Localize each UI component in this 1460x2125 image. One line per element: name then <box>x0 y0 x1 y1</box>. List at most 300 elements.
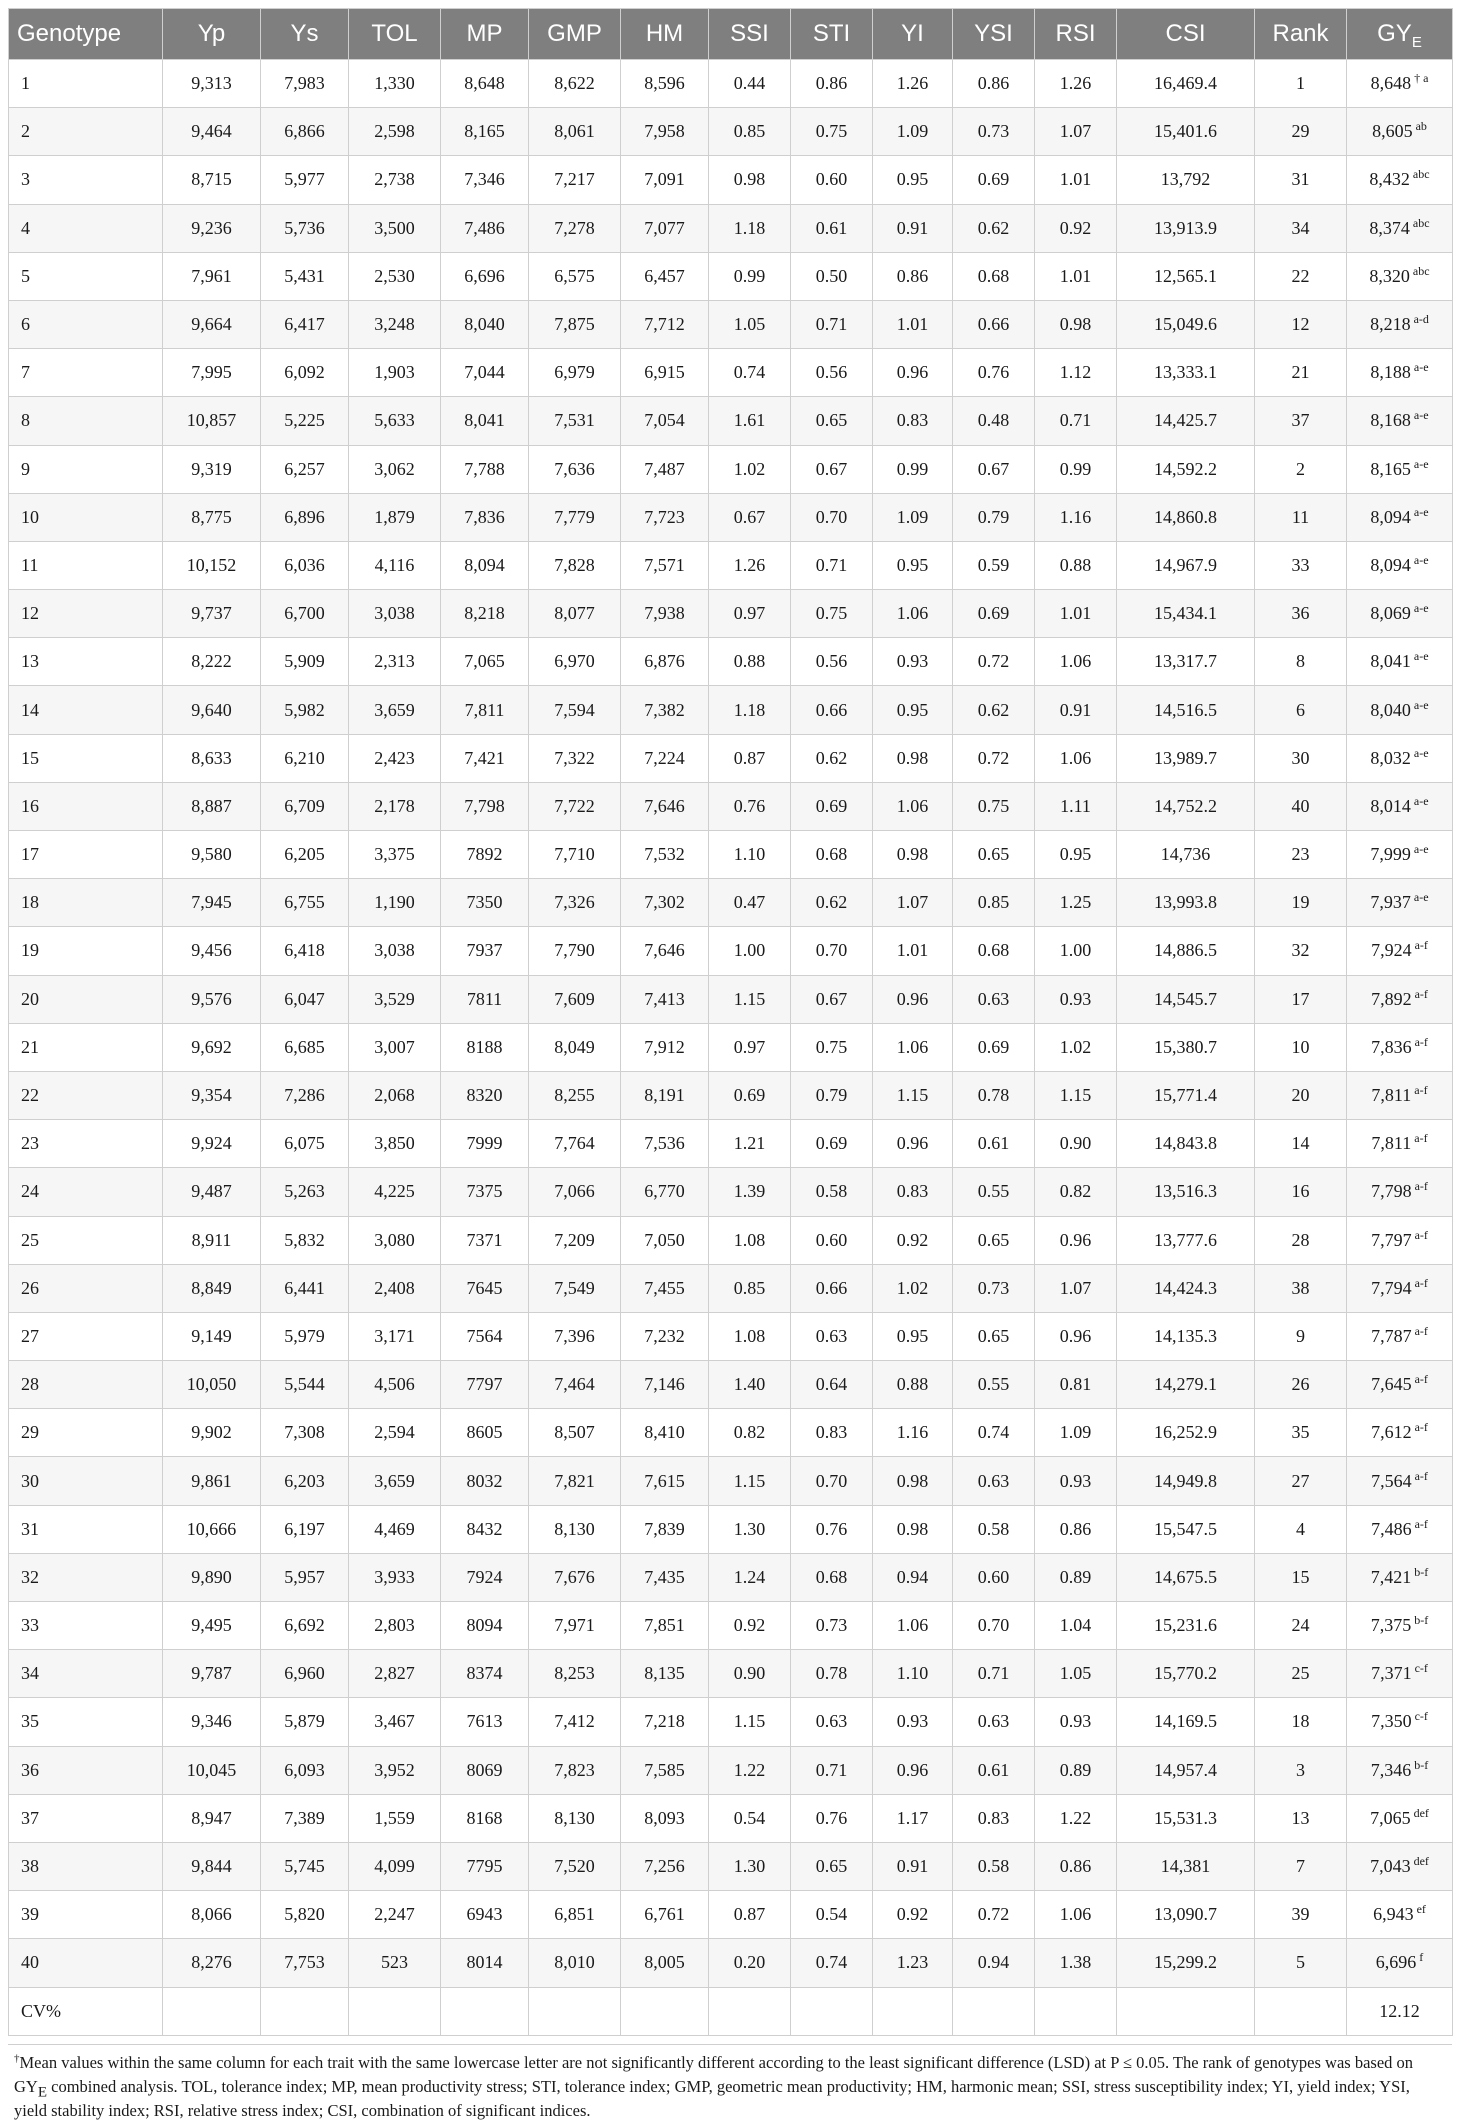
table-cell: 32 <box>9 1553 163 1601</box>
table-cell: 0.72 <box>953 1891 1035 1939</box>
table-row <box>9 590 1453 638</box>
table-cell: 18 <box>1255 1698 1347 1746</box>
significance-letters: ab <box>1415 119 1427 134</box>
table-cell: 14,425.7 <box>1117 397 1255 445</box>
table-cell: 7,945 <box>163 879 261 927</box>
table-cell: 0.92 <box>1035 204 1117 252</box>
significance-letters: def <box>1413 1805 1429 1820</box>
table-cell: 35 <box>1255 1409 1347 1457</box>
table-cell: 7,532 <box>621 831 709 879</box>
gye-cell <box>1347 1698 1453 1746</box>
gye-cell <box>1347 1794 1453 1842</box>
table-cell: 1.30 <box>709 1505 791 1553</box>
significance-letters: † a <box>1414 71 1429 86</box>
gye-value: 8,040 <box>1370 699 1411 720</box>
table-cell: 7,455 <box>621 1264 709 1312</box>
table-row <box>9 252 1453 300</box>
table-cell: 0.93 <box>1035 1457 1117 1505</box>
table-cell: 14,860.8 <box>1117 493 1255 541</box>
table-cell: 7,421 <box>441 734 529 782</box>
table-cell: 10,050 <box>163 1361 261 1409</box>
table-cell: 5,263 <box>261 1168 349 1216</box>
table-cell: 1.07 <box>1035 108 1117 156</box>
header-hm: HM <box>621 9 709 60</box>
gye-value: 7,999 <box>1370 844 1411 865</box>
table-cell: 9,737 <box>163 590 261 638</box>
gye-value: 8,648 <box>1370 73 1412 94</box>
table-cell: 8,222 <box>163 638 261 686</box>
header-genotype: Genotype <box>9 9 163 60</box>
table-row <box>9 1842 1453 1890</box>
table-cell: 13,993.8 <box>1117 879 1255 927</box>
table-cell: 1.24 <box>709 1553 791 1601</box>
table-cell: 3,038 <box>349 927 441 975</box>
table-cell: 6,696 <box>441 252 529 300</box>
table-cell: 8,648 <box>441 60 529 108</box>
table-cell: 36 <box>1255 590 1347 638</box>
table-cell: 30 <box>9 1457 163 1505</box>
table-row <box>9 1698 1453 1746</box>
table-cell: 34 <box>1255 204 1347 252</box>
table-cell: 6,979 <box>529 349 621 397</box>
table-cell: 9 <box>1255 1312 1347 1360</box>
gye-value: 7,811 <box>1371 1085 1412 1106</box>
table-cell: 7,302 <box>621 879 709 927</box>
table-cell: 7,823 <box>529 1746 621 1794</box>
table-cell: 0.99 <box>1035 445 1117 493</box>
table-cell: 1.11 <box>1035 782 1117 830</box>
table-cell: 1.22 <box>709 1746 791 1794</box>
significance-letters: a-e <box>1413 649 1429 664</box>
gye-value: 8,432 <box>1369 169 1410 190</box>
table-cell: 0.54 <box>709 1794 791 1842</box>
table-cell: 1.04 <box>1035 1602 1117 1650</box>
table-cell: 5,225 <box>261 397 349 445</box>
table-cell: 3,500 <box>349 204 441 252</box>
table-cell: 16,469.4 <box>1117 60 1255 108</box>
table-cell: 7,594 <box>529 686 621 734</box>
table-cell: 5 <box>1255 1939 1347 1987</box>
table-row <box>9 108 1453 156</box>
table-cell: 2,068 <box>349 1071 441 1119</box>
significance-letters: a-f <box>1414 1323 1428 1338</box>
table-cell: 6,960 <box>261 1650 349 1698</box>
table-cell: 19 <box>1255 879 1347 927</box>
table-row <box>9 1264 1453 1312</box>
table-cell: 0.99 <box>873 445 953 493</box>
table-cell: 8,255 <box>529 1071 621 1119</box>
table-cell: 8,596 <box>621 60 709 108</box>
table-cell: 0.79 <box>791 1071 873 1119</box>
table-cell: 0.48 <box>953 397 1035 445</box>
header-sti: STI <box>791 9 873 60</box>
table-cell: 0.60 <box>791 156 873 204</box>
gye-cell <box>1347 541 1453 589</box>
table-cell: 14,843.8 <box>1117 1120 1255 1168</box>
table-row <box>9 156 1453 204</box>
table-cell: 7,412 <box>529 1698 621 1746</box>
table-row <box>9 397 1453 445</box>
table-cell: 1.06 <box>873 1602 953 1650</box>
table-cell: 40 <box>9 1939 163 1987</box>
table-cell: 6,441 <box>261 1264 349 1312</box>
table-cell: 5,979 <box>261 1312 349 1360</box>
significance-letters: a-e <box>1413 842 1429 857</box>
table-cell: 9,149 <box>163 1312 261 1360</box>
table-cell: 2,313 <box>349 638 441 686</box>
table-cell: 7,636 <box>529 445 621 493</box>
significance-letters: def <box>1413 1854 1429 1869</box>
footnote-sub: E <box>37 2083 48 2100</box>
table-cell: 0.63 <box>953 975 1035 1023</box>
gye-cell <box>1347 1216 1453 1264</box>
table-cell: 17 <box>1255 975 1347 1023</box>
table-cell: 1.08 <box>709 1216 791 1264</box>
table-cell: 7,050 <box>621 1216 709 1264</box>
table-cell: 9,844 <box>163 1842 261 1890</box>
table-cell: 0.65 <box>953 1312 1035 1360</box>
table-cell: 7,413 <box>621 975 709 1023</box>
table-cell: 7,256 <box>621 1842 709 1890</box>
table-cell: 0.69 <box>791 1120 873 1168</box>
table-cell: 8,849 <box>163 1264 261 1312</box>
table-cell: 14,886.5 <box>1117 927 1255 975</box>
table-cell: 2,247 <box>349 1891 441 1939</box>
significance-letters: a-e <box>1413 890 1429 905</box>
table-cell: 0.69 <box>953 1023 1035 1071</box>
table-cell: 1.22 <box>1035 1794 1117 1842</box>
table-cell: 0.96 <box>873 975 953 1023</box>
table-cell: 7,322 <box>529 734 621 782</box>
table-cell: 1.16 <box>873 1409 953 1457</box>
table-cell: 7,065 <box>441 638 529 686</box>
table-cell: 7,232 <box>621 1312 709 1360</box>
table-cell: 7,308 <box>261 1409 349 1457</box>
table-cell: 7,875 <box>529 300 621 348</box>
table-cell: 1.15 <box>873 1071 953 1119</box>
table-cell: 0.88 <box>873 1361 953 1409</box>
table-cell: 7,983 <box>261 60 349 108</box>
table-cell: 1.61 <box>709 397 791 445</box>
table-cell: 2,827 <box>349 1650 441 1698</box>
table-cell: 15,380.7 <box>1117 1023 1255 1071</box>
table-cell: 14,592.2 <box>1117 445 1255 493</box>
table-cell: 3,375 <box>349 831 441 879</box>
table-row <box>9 1602 1453 1650</box>
table-cell: 1,190 <box>349 879 441 927</box>
table-row <box>9 1650 1453 1698</box>
table-cell: 8032 <box>441 1457 529 1505</box>
table-cell: 7350 <box>441 879 529 927</box>
table-row <box>9 1794 1453 1842</box>
table-cell: 7 <box>1255 1842 1347 1890</box>
table-cell: 7,764 <box>529 1120 621 1168</box>
cv-value: 12.12 <box>1347 1987 1453 2035</box>
table-cell: 7371 <box>441 1216 529 1264</box>
table-row <box>9 445 1453 493</box>
table-cell: 7,389 <box>261 1794 349 1842</box>
table-cell: 7,961 <box>163 252 261 300</box>
table-cell: 0.93 <box>1035 975 1117 1023</box>
gye-value: 7,346 <box>1370 1759 1412 1780</box>
table-cell: 14 <box>9 686 163 734</box>
table-cell: 13,317.7 <box>1117 638 1255 686</box>
table-cell: 22 <box>1255 252 1347 300</box>
table-container <box>8 8 1452 2123</box>
table-cell: 7,382 <box>621 686 709 734</box>
empty-cell <box>1035 1987 1117 2035</box>
table-cell: 14,957.4 <box>1117 1746 1255 1794</box>
table-cell: 0.96 <box>1035 1312 1117 1360</box>
header-gye <box>1347 9 1453 60</box>
significance-letters: a-e <box>1413 697 1429 712</box>
table-cell: 17 <box>9 831 163 879</box>
table-cell: 0.65 <box>953 1216 1035 1264</box>
significance-letters: b-f <box>1414 1757 1429 1772</box>
table-cell: 1 <box>1255 60 1347 108</box>
table-cell: 0.98 <box>873 734 953 782</box>
table-cell: 7,486 <box>441 204 529 252</box>
table-cell: 6943 <box>441 1891 529 1939</box>
gye-value: 7,645 <box>1371 1374 1412 1395</box>
table-cell: 11 <box>9 541 163 589</box>
table-cell: 6,866 <box>261 108 349 156</box>
table-cell: 6,896 <box>261 493 349 541</box>
gye-value: 7,797 <box>1371 1229 1412 1250</box>
significance-letters: a-f <box>1414 1179 1428 1194</box>
table-cell: 7,839 <box>621 1505 709 1553</box>
table-cell: 6,197 <box>261 1505 349 1553</box>
significance-letters: a-e <box>1413 793 1429 808</box>
table-cell: 0.99 <box>709 252 791 300</box>
table-cell: 1.06 <box>873 1023 953 1071</box>
table-cell: 6,700 <box>261 590 349 638</box>
table-cell: 0.91 <box>1035 686 1117 734</box>
gye-value: 7,794 <box>1371 1277 1412 1298</box>
gye-cell <box>1347 1746 1453 1794</box>
header-ys: Ys <box>261 9 349 60</box>
table-cell: 2,738 <box>349 156 441 204</box>
table-cell: 34 <box>9 1650 163 1698</box>
gye-cell <box>1347 1071 1453 1119</box>
table-row <box>9 1023 1453 1071</box>
table-cell: 0.65 <box>953 831 1035 879</box>
header-mp: MP <box>441 9 529 60</box>
table-row <box>9 1312 1453 1360</box>
table-cell: 6,575 <box>529 252 621 300</box>
significance-letters: ef <box>1416 1902 1426 1917</box>
table-cell: 10,045 <box>163 1746 261 1794</box>
table-cell: 13 <box>1255 1794 1347 1842</box>
table-cell: 0.72 <box>953 638 1035 686</box>
table-cell: 0.71 <box>791 1746 873 1794</box>
table-cell: 2,598 <box>349 108 441 156</box>
table-cell: 0.98 <box>709 156 791 204</box>
table-cell: 10 <box>9 493 163 541</box>
significance-letters: a-f <box>1414 1516 1428 1531</box>
table-cell: 9,924 <box>163 1120 261 1168</box>
table-cell: 0.93 <box>873 1698 953 1746</box>
table-cell: 7645 <box>441 1264 529 1312</box>
table-cell: 7,044 <box>441 349 529 397</box>
table-cell: 31 <box>1255 156 1347 204</box>
gye-cell <box>1347 782 1453 830</box>
table-cell: 8,410 <box>621 1409 709 1457</box>
table-cell: 7,077 <box>621 204 709 252</box>
gye-value: 7,811 <box>1371 1133 1412 1154</box>
table-cell: 6,709 <box>261 782 349 830</box>
table-cell: 14,381 <box>1117 1842 1255 1890</box>
table-cell: 2 <box>1255 445 1347 493</box>
table-cell: 0.73 <box>791 1602 873 1650</box>
table-row <box>9 1361 1453 1409</box>
table-cell: 0.98 <box>873 1457 953 1505</box>
footnote-text: Mean values within the same column for each trait with the same lowercase letter are not significantly different according to the least significant difference (LSD) at P ≤ 0.05. The rank of genotypes was based on GY <box>14 2052 1414 2096</box>
table-cell: 7,798 <box>441 782 529 830</box>
table-cell: 0.86 <box>953 60 1035 108</box>
table-cell: 1.00 <box>709 927 791 975</box>
table-cell: 8,165 <box>441 108 529 156</box>
gye-value: 8,605 <box>1372 121 1413 142</box>
table-cell: 0.75 <box>791 1023 873 1071</box>
table-cell: 37 <box>9 1794 163 1842</box>
table-cell: 0.63 <box>791 1312 873 1360</box>
table-cell: 5,977 <box>261 156 349 204</box>
table-cell: 0.81 <box>1035 1361 1117 1409</box>
table-cell: 21 <box>9 1023 163 1071</box>
table-cell: 9,664 <box>163 300 261 348</box>
table-cell: 38 <box>1255 1264 1347 1312</box>
table-cell: 7,091 <box>621 156 709 204</box>
table-cell: 9,861 <box>163 1457 261 1505</box>
gye-cell <box>1347 879 1453 927</box>
table-cell: 6,692 <box>261 1602 349 1650</box>
table-cell: 25 <box>1255 1650 1347 1698</box>
table-cell: 0.62 <box>791 879 873 927</box>
table-cell: 3,850 <box>349 1120 441 1168</box>
table-cell: 7,585 <box>621 1746 709 1794</box>
table-cell: 6 <box>9 300 163 348</box>
table-cell: 2,423 <box>349 734 441 782</box>
table-row <box>9 879 1453 927</box>
table-cell: 0.90 <box>709 1650 791 1698</box>
table-cell: 14,279.1 <box>1117 1361 1255 1409</box>
table-cell: 1.09 <box>1035 1409 1117 1457</box>
table-cell: 8,005 <box>621 1939 709 1987</box>
table-row <box>9 927 1453 975</box>
gye-value: 7,564 <box>1371 1470 1412 1491</box>
significance-letters: abc <box>1412 215 1430 230</box>
table-cell: 7,609 <box>529 975 621 1023</box>
table-cell: 10,152 <box>163 541 261 589</box>
table-cell: 0.69 <box>709 1071 791 1119</box>
table-cell: 0.91 <box>873 1842 953 1890</box>
gye-cell <box>1347 445 1453 493</box>
gye-cell <box>1347 638 1453 686</box>
significance-letters: b-f <box>1414 1613 1429 1628</box>
gye-cell <box>1347 156 1453 204</box>
table-cell: 0.70 <box>791 1457 873 1505</box>
gye-cell <box>1347 1457 1453 1505</box>
table-cell: 7,712 <box>621 300 709 348</box>
table-cell: 15,771.4 <box>1117 1071 1255 1119</box>
table-cell: 1.01 <box>1035 156 1117 204</box>
table-cell: 1.16 <box>1035 493 1117 541</box>
table-cell: 7,828 <box>529 541 621 589</box>
table-cell: 0.89 <box>1035 1553 1117 1601</box>
table-cell: 0.58 <box>953 1842 1035 1890</box>
table-cell: 0.91 <box>873 204 953 252</box>
table-cell: 0.67 <box>709 493 791 541</box>
table-cell: 33 <box>9 1602 163 1650</box>
gye-cell <box>1347 831 1453 879</box>
table-cell: 1.40 <box>709 1361 791 1409</box>
table-cell: 0.96 <box>873 1746 953 1794</box>
table-cell: 0.95 <box>873 686 953 734</box>
table-cell: 7,811 <box>441 686 529 734</box>
table-cell: 26 <box>9 1264 163 1312</box>
table-cell: 7,753 <box>261 1939 349 1987</box>
table-cell: 0.82 <box>709 1409 791 1457</box>
table-cell: 0.95 <box>1035 831 1117 879</box>
gye-cell <box>1347 1264 1453 1312</box>
table-cell: 0.62 <box>791 734 873 782</box>
gye-cell <box>1347 1168 1453 1216</box>
gye-value: 7,892 <box>1371 988 1412 1009</box>
table-cell: 35 <box>9 1698 163 1746</box>
gye-value: 7,836 <box>1371 1036 1412 1057</box>
table-cell: 0.98 <box>873 831 953 879</box>
gye-cell <box>1347 397 1453 445</box>
empty-cell <box>261 1987 349 2035</box>
significance-letters: f <box>1419 1950 1424 1965</box>
table-cell: 7,209 <box>529 1216 621 1264</box>
table-cell: 0.90 <box>1035 1120 1117 1168</box>
table-cell: 0.58 <box>953 1505 1035 1553</box>
table-cell: 0.67 <box>953 445 1035 493</box>
significance-letters: a-e <box>1413 408 1429 423</box>
table-cell: 9,236 <box>163 204 261 252</box>
table-cell: 6,970 <box>529 638 621 686</box>
table-cell: 1.18 <box>709 686 791 734</box>
table-cell: 3,659 <box>349 1457 441 1505</box>
table-cell: 32 <box>1255 927 1347 975</box>
gye-value: 8,218 <box>1370 314 1411 335</box>
table-cell: 0.56 <box>791 638 873 686</box>
table-cell: 0.71 <box>791 300 873 348</box>
table-cell: 0.95 <box>873 541 953 589</box>
table-cell: 1.08 <box>709 1312 791 1360</box>
table-cell: 8,130 <box>529 1794 621 1842</box>
table-cell: 1.09 <box>873 493 953 541</box>
table-cell: 7,571 <box>621 541 709 589</box>
table-cell: 14,516.5 <box>1117 686 1255 734</box>
table-row <box>9 686 1453 734</box>
table-cell: 7564 <box>441 1312 529 1360</box>
table-cell: 7375 <box>441 1168 529 1216</box>
table-cell: 10 <box>1255 1023 1347 1071</box>
table-row <box>9 1457 1453 1505</box>
table-cell: 0.95 <box>873 1312 953 1360</box>
table-cell: 3,529 <box>349 975 441 1023</box>
table-cell: 0.86 <box>1035 1842 1117 1890</box>
header-csi: CSI <box>1117 9 1255 60</box>
table-cell: 8,040 <box>441 300 529 348</box>
table-cell: 1.15 <box>709 975 791 1023</box>
table-cell: 5,431 <box>261 252 349 300</box>
header-rsi: RSI <box>1035 9 1117 60</box>
table-cell: 6,036 <box>261 541 349 589</box>
